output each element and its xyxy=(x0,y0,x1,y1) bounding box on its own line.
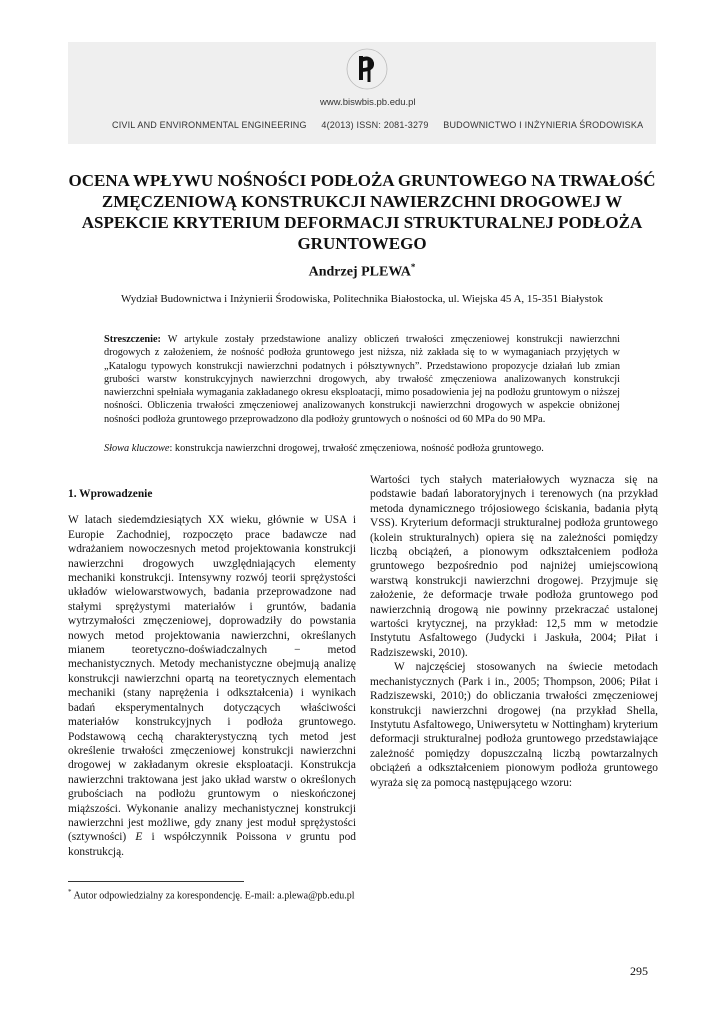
abstract-label: Streszczenie: xyxy=(104,334,161,345)
keywords-label: Słowa kluczowe xyxy=(104,443,170,454)
right-column xyxy=(370,473,658,790)
section-heading: 1. Wprowadzenie xyxy=(68,488,153,500)
article-title: OCENA WPŁYWU NOŚNOŚCI PODŁOŻA GRUNTOWEGO NA TRWAŁOŚĆ ZMĘCZENIOWĄ KONSTRUKCJI NAWIERZCHNI DROGOWEJ W ASPEKCIE KRYTERIUM DEFORMACJI STRUKTURALNEJ PODŁOŻA GRUNTOWEGO xyxy=(68,171,656,253)
paragraph-material-constants: Wartości tych stałych materiałowych wyznacza się na podstawie badań laboratoryjnych i terenowych (na przykład metoda dynamicznego trójosiowego ściskania, badania płytą VSS). Kryterium deformacji strukturalnej podłoża gruntowego (kolein strukturalnych) opiera się na zależności pomiędzy liczbą obciążeń, a pionowym odkształceniem podłoża gruntowego bezpośrednio pod najniżej umiejscowioną warstwą konstrukcji nawierzchni drogowej. Przyjmuje się założenie, że deformacje trwałe podłoża gruntowego pod nawierzchnią drogową nie powinny przekraczać ustalonej wartości krytycznej, na przykład: 12,5 mm w metodzie Instytutu Asfaltowego (Judycki i Jaskuła, 2004; Piłat i Radziszewski, 2010). xyxy=(370,474,658,659)
journal-name-pl: BUDOWNICTWO I INŻYNIERIA ŚRODOWISKA xyxy=(443,120,644,130)
author-name: Andrzej PLEWA xyxy=(308,264,411,280)
intro-paragraph: W latach siedemdziesiątych XX wieku, głównie w USA i Europie Zachodniej, rozpoczęto prace badawcze nad wdrażaniem nowoczesnych metod projektowania konstrukcji nawierzchni drogowych uwzględniających elementy mechaniki konstrukcji. Intensywny rozwój teorii sprężystości układów wielowarstwowych, badania przeprowadzone nad stałymi sprężystymi materiałów i gruntów, badania wytrzymałości zmęczeniowej, doprowadziły do powstania nowych metod projektowania nawierzchni, określanych mianem teoretyczno-doświadczalnych − metod mechanistycznych. Metody mechanistyczne obejmują analizę konstrukcji nawierzchni opartą na teoretycznych elementach mechaniki (stany naprężenia i odkształcenia) i wynikach badań eksperymentalnych dotyczących właściwości materiałów konstrukcyjnych i podłoża gruntowego. Podstawową cechą charakterystyczną tych metod jest określenie trwałości zmęczeniowej konstrukcji nawierzchni drogowej w zakładanym okresie eksploatacji. Konstrukcja nawierzchni traktowana jest jako układ warstw o określonych grubościach na podłożu gruntowym o nieskończonej miąższości. Wykonanie analizy mechanistycznej konstrukcji nawierzchni jest możliwe, gdy znany jest moduł sprężystości (sztywności) E i współczynnik Poissona v gruntu pod konstrukcją. xyxy=(68,514,356,858)
abstract xyxy=(104,333,620,426)
footnote-text: Autor odpowiedzialny za korespondencję. E-mail: a.plewa@pb.edu.pl xyxy=(71,890,355,902)
symbol-e: E xyxy=(135,831,143,844)
journal-website: www.biswbis.pb.edu.pl xyxy=(320,97,416,108)
page-number: 295 xyxy=(630,964,648,978)
author xyxy=(68,262,656,281)
keywords xyxy=(104,442,620,455)
left-column xyxy=(68,487,356,859)
author-footnote-mark: * xyxy=(410,262,416,272)
footnote xyxy=(68,888,355,901)
journal-name-en: CIVIL AND ENVIRONMENTAL ENGINEERING xyxy=(112,120,307,130)
university-logo-icon xyxy=(344,46,390,92)
footnote-divider xyxy=(68,881,244,882)
affiliation: Wydział Budownictwa i Inżynierii Środowiska, Politechnika Białostocka, ul. Wiejska 45 A, 15-351 Białystok xyxy=(120,293,603,305)
journal-info-row xyxy=(112,120,644,130)
keywords-text: : konstrukcja nawierzchni drogowej, trwałość zmęczeniowa, nośność podłoża gruntowego. xyxy=(169,443,544,454)
abstract-text: W artykule zostały przedstawione analizy obliczeń trwałości zmęczeniowej konstrukcji nawierzchni drogowych z założeniem, że nośność podłoża gruntowego jest niższa, niż zakłada się to w wymaganiach przyjętych w „Katalogu typowych konstrukcji nawierzchni podatnych i półsztywnych”. Przedstawiono propozycje działań lub zmian grubości warstw konstrukcyjnych nawierzchni drogowych, aby trwałość zmęczeniowa analizowanych konstrukcji nawierzchni spełniała wymagania zakładanego okresu eksploatacji, mimo posadowienia jej na podłożu gruntowym o niższej nośności. Obliczenia trwałości zmęczeniowej analizowanych konstrukcji nawierzchni drogowych w aspekcie obniżonej nośności podłoża gruntowego przeprowadzono dla podłoży gruntowych o nośności od 60 MPa do 90 MPa. xyxy=(104,334,621,425)
paragraph-mechanistic-methods: W najczęściej stosowanych na świecie metodach mechanistycznych (Park i in., 2005; Thompson, 2006; Piłat i Radziszewski, 2010;) do obliczania trwałości zmęczeniowej konstrukcji nawierzchni drogowej (na przykład Shella, Instytutu Asfaltowego, Uniwersytetu w Nottingham) kryterium deformacji strukturalnej podłoża gruntowego przedstawiające zależność pomiędzy dopuszczalną liczbą powtarzalnych obciążeń a odkształceniem pionowym podłoża gruntowego wyraża się za pomocą następującego wzoru: xyxy=(370,661,658,789)
symbol-v: v xyxy=(285,831,291,844)
footnote-mark: * xyxy=(68,888,72,896)
journal-issue: 4(2013) ISSN: 2081-3279 xyxy=(321,120,429,130)
